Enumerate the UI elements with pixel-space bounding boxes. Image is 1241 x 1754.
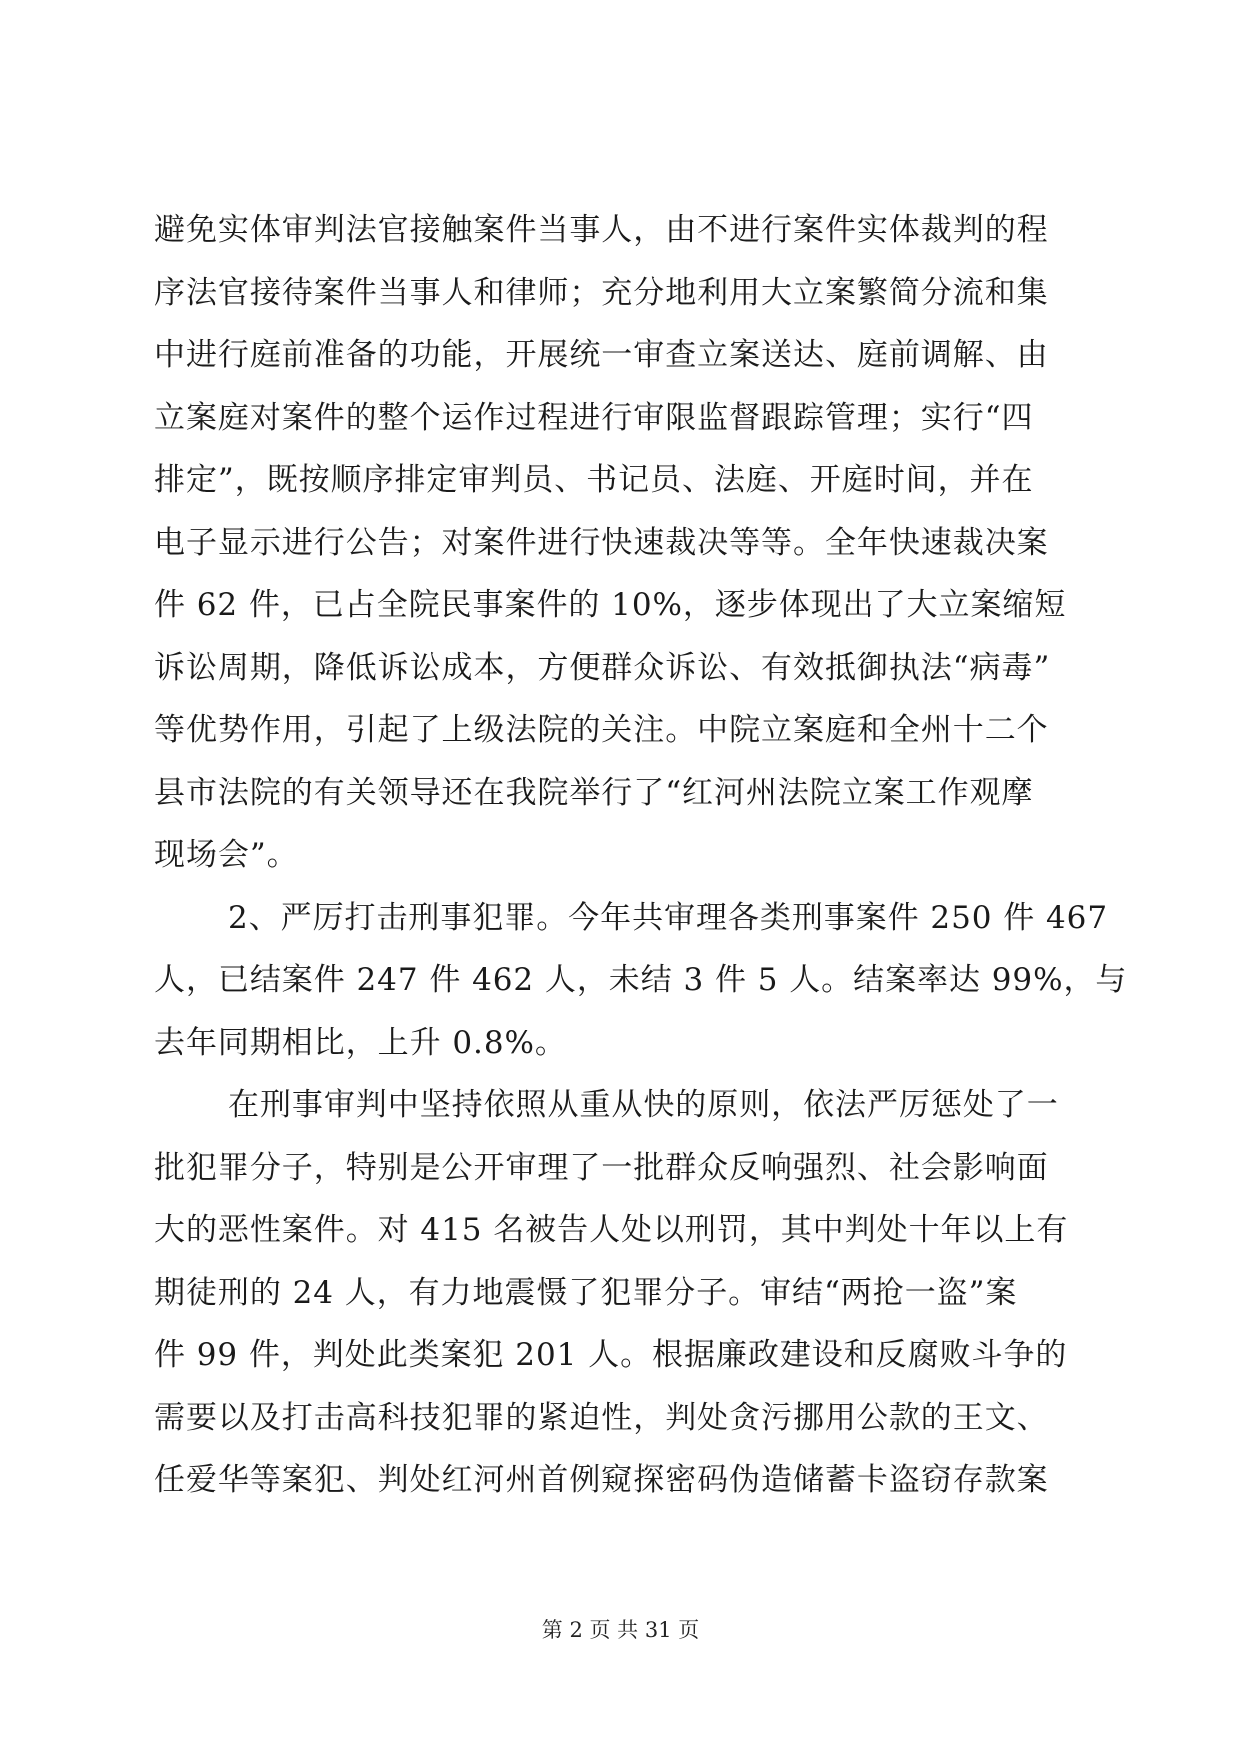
text-line: 序法官接待案件当事人和律师；充分地利用大立案繁简分流和集 [154, 275, 1049, 311]
paragraph-first-line: 在刑事审判中坚持依照从重从快的原则，依法严厉惩处了一 [228, 1087, 1059, 1123]
text-line: 立案庭对案件的整个运作过程进行审限监督跟踪管理；实行“四 [154, 400, 1034, 436]
text-line: 件 99 件，判处此类案犯 201 人。根据廉政建设和反腐败斗争的 [154, 1337, 1068, 1373]
text-line: 诉讼周期，降低诉讼成本，方便群众诉讼、有效抵御执法“病毒” [154, 650, 1051, 686]
page-number-footer: 第 2 页 共 31 页 [541, 1618, 700, 1642]
text-line: 任爱华等案犯、判处红河州首例窥探密码伪造储蓄卡盗窃存款案 [154, 1462, 1049, 1498]
text-line: 县市法院的有关领导还在我院举行了“红河州法院立案工作观摩 [154, 775, 1034, 811]
text-line: 去年同期相比，上升 0.8%。 [154, 1025, 567, 1061]
text-line: 现场会”。 [154, 837, 299, 873]
text-line: 批犯罪分子，特别是公开审理了一批群众反响强烈、社会影响面 [154, 1150, 1049, 1186]
text-line: 人，已结案件 247 件 462 人，未结 3 件 5 人。结案率达 99%，与 [154, 962, 1128, 998]
text-line: 期徒刑的 24 人，有力地震慑了犯罪分子。审结“两抢一盗”案 [154, 1275, 1018, 1311]
text-line: 等优势作用，引起了上级法院的关注。中院立案庭和全州十二个 [154, 712, 1049, 748]
text-line: 件 62 件，已占全院民事案件的 10%，逐步体现出了大立案缩短 [154, 587, 1067, 623]
text-line: 电子显示进行公告；对案件进行快速裁决等等。全年快速裁决案 [154, 525, 1049, 561]
text-line: 中进行庭前准备的功能，开展统一审查立案送达、庭前调解、由 [154, 337, 1049, 373]
paragraph-first-line: 2、严厉打击刑事犯罪。今年共审理各类刑事案件 250 件 467 [228, 900, 1109, 936]
text-line: 大的恶性案件。对 415 名被告人处以刑罚，其中判处十年以上有 [154, 1212, 1069, 1248]
text-line: 排定”，既按顺序排定审判员、书记员、法庭、开庭时间，并在 [154, 462, 1034, 498]
text-line: 避免实体审判法官接触案件当事人，由不进行案件实体裁判的程 [154, 212, 1049, 248]
text-line: 需要以及打击高科技犯罪的紧迫性，判处贪污挪用公款的王文、 [154, 1400, 1049, 1436]
